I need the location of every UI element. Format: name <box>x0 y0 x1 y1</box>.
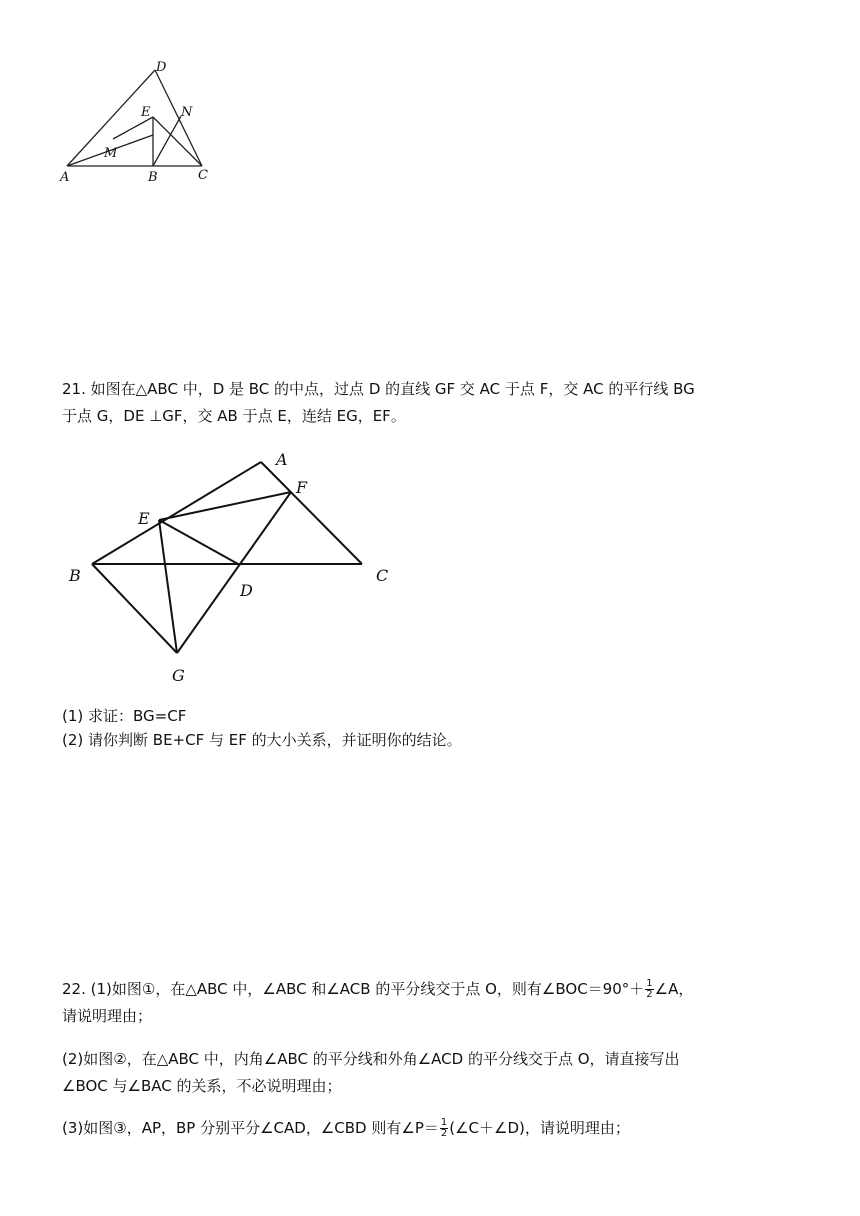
q22-p2-line2: ∠BOC 与∠BAC 的关系，不必说明理由； <box>62 1077 342 1095</box>
q22-p1-line2: 请说明理由； <box>62 1007 153 1025</box>
label-d: D <box>156 60 167 75</box>
label-n: N <box>181 105 193 120</box>
question-21-parts <box>62 704 802 752</box>
label-g: G <box>172 666 185 685</box>
label-e: E <box>141 105 151 120</box>
label-c: C <box>198 168 208 183</box>
label-b: B <box>148 170 158 185</box>
label-f: F <box>296 478 308 497</box>
q21-part1: (1) 求证：BG=CF <box>62 707 187 725</box>
label-e: E <box>138 509 150 528</box>
q22-p3-text: (3)如图③，AP，BP 分别平分∠CAD，∠CBD 则有∠P＝ <box>62 1119 439 1137</box>
q21-line2: 于点 G，DE ⊥GF，交 AB 于点 E，连结 EG，EF。 <box>62 407 406 425</box>
question-21 <box>62 376 802 430</box>
figure-q21 <box>60 445 400 690</box>
question-22-part2 <box>62 1046 852 1100</box>
question-22-part1 <box>62 976 852 1030</box>
label-c: C <box>376 566 389 585</box>
fraction-half: $\frac{1}{2}$ <box>440 1117 448 1139</box>
label-b: B <box>69 566 81 585</box>
q22-p2-line1: (2)如图②，在△ABC 中，内角∠ABC 的平分线和外角∠ACD 的平分线交于点 O，请直接写出 <box>62 1050 680 1068</box>
label-a: A <box>60 170 70 185</box>
q22-p1-text: 22. (1)如图①，在△ABC 中，∠ABC 和∠ACB 的平分线交于点 O，则有∠BOC＝90°＋ <box>62 980 645 998</box>
figure-triangle-dac <box>55 55 225 190</box>
label-m: M <box>104 146 118 161</box>
label-a: A <box>276 450 288 469</box>
q22-p1-text-end: ∠A， <box>654 980 694 998</box>
q21-line1: 21. 如图在△ABC 中，D 是 BC 的中点，过点 D 的直线 GF 交 AC 于点 F，交 AC 的平行线 BG <box>62 380 695 398</box>
question-22-part3 <box>62 1115 852 1142</box>
label-d: D <box>240 581 253 600</box>
q21-part2: (2) 请你判断 BE+CF 与 EF 的大小关系，并证明你的结论。 <box>62 731 462 749</box>
fraction-half: $\frac{1}{2}$ <box>646 978 653 1000</box>
q22-p3-text-end: (∠C＋∠D)，请说明理由； <box>449 1119 630 1137</box>
